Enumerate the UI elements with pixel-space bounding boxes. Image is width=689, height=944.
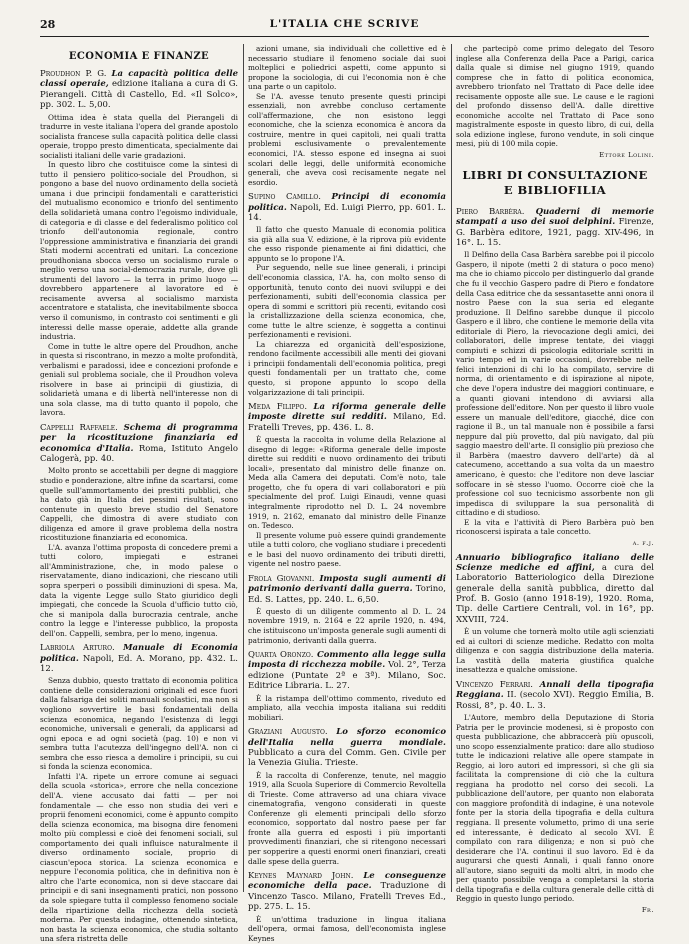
section-heading: ECONOMIA E FINANZE: [68, 51, 210, 62]
entry-imprint: Torino, Ed. S. Lattes, pp. 240. L. 6,50.: [248, 584, 446, 605]
entry-title: La riforma generale delle imposte dirette sui redditi.: [248, 402, 447, 423]
review-entry: [248, 44, 446, 187]
entry-citation: [456, 680, 654, 711]
review-entry: [456, 207, 654, 548]
entry-paragraph: Ottima idea è stata quella del Pierangeli di tradurre in veste italiana l'opera del grande apostolo socialista francese sulla capacità politica delle classi operaie, troppo presto dimenticata, specialmente dai socialisti italiani delle varie gradazioni.: [40, 112, 238, 160]
review-entry: [248, 402, 446, 569]
entry-imprint: Milano, Ed. Fratelli Treves, pp. 436. L. 8.: [248, 412, 446, 433]
entry-signature: Fr.: [641, 905, 654, 914]
entry-imprint: a cura del Laboratorio Batteriologico della Direzione generale della sanità pubblica, diretto dal Prof. B. Gosio (anno 1918-19), 1920. Roma, Tip. delle Cartiere Centrali, vol. in 16°, pp. XXVIII, 724.: [456, 563, 654, 625]
entry-citation: [40, 69, 238, 110]
entry-imprint: Napoli, Ed. Luigi Pierro, pp. 601. L. 14.: [248, 202, 447, 223]
entry-paragraph: È un volume che tornerà molto utile agli scienziati ed ai cultori di scienze mediche. Redatto con molta diligenza e con saggia distribuzione della materia. La vastità della materia giustifica qualche inesattezza e qualche omissione.: [456, 627, 654, 675]
middle-column: [248, 44, 447, 943]
section-heading: LIBRI DI CONSULTAZIONE E BIBLIOFILIA: [462, 167, 648, 198]
entry-author: Quarta Oronzo.: [248, 650, 314, 661]
column-divider: [243, 44, 244, 892]
review-entry: [248, 650, 446, 722]
entry-author: Vincenzo Ferrari.: [456, 679, 533, 690]
entry-paragraph: La chiarezza ed organicità dell'esposizione, rendono facilmente accessibili alle menti dei giovani i principii fondamentali dell'economia politica, pregi questi fondamentali per un trattato che, come questo, si propone appunto lo scopo della volgarizzazione di tali principii.: [248, 339, 446, 397]
page-number: 28: [40, 18, 56, 31]
review-entry: [248, 574, 446, 645]
entry-author: Keynes Maynard John.: [248, 871, 354, 882]
entry-citation: [456, 553, 654, 626]
entry-imprint: Traduzione di Vincenzo Tasco. Milano, Fratelli Treves Ed., pp. 275. L. 15.: [248, 881, 446, 913]
entry-citation: [456, 207, 654, 248]
entry-paragraph: In questo libro che costituisce come la sintesi di tutto il pensiero politico-sociale del Proudhon, si pongono a base del nuovo ordinamento della società umana i due principii fondamentali e caratteristici del mutualismo economico e trionfo del sentimento della solidarietà umana contro l'egoismo individuale, di categoria e di classe e del federalismo politico col trionfo dell'autonomia regionale, contro l'oppressione amministrativa e finanziaria dei grandi Stati moderni accentrati ed unitari. La concezione proudhoniana sbocca verso un socialismo rurale o meglio verso una social-democrazia rurale, dove gli strumenti del lavoro — la terra in primo luogo — dovrebbero appartenere al lavoratore ed è recisamente avversa al socialismo marxista accentratore e statalista, che inevitabilmente sbocca verso il comunismo, in contrasto coi sentimenti e gli interessi delle masse operaie, addette alla grande industria.: [40, 160, 238, 342]
running-title: L'ITALIA CHE SCRIVE: [269, 18, 420, 30]
entry-author: Frola Giovanni.: [248, 573, 315, 584]
entry-author: Proudhon P. G.: [40, 69, 107, 80]
entry-title: Principi di economia politica.: [248, 192, 446, 213]
entry-imprint: Roma, Istituto Angelo Calogerà, pp. 40.: [40, 443, 239, 465]
entry-paragraph: Il presente volume può essere quindi grandemente utile a tutti coloro, che vogliano studiare i precedenti e le basi del nuovo ordinamento dei tributi diretti, vigente nel nostro paese.: [248, 530, 446, 569]
review-signature: Ettore Lolini.: [599, 151, 654, 160]
entry-paragraph: Come in tutte le altre opere del Proudhon, anche in questa si riscontrano, in mezzo a molte profondità, verbalismi e paradossi, idee e concezioni profonde e geniali sul problema sociale, che il Proudhon voleva risolvere in base ai principii di giustizia, di solidarietà umana e di libertà nell'interesse non di una sola classe, ma di tutto quanto il popolo, che lavora.: [40, 341, 238, 418]
entry-paragraph: È la ristampa dell'ottimo commento, riveduto ed ampliato, alla vecchia imposta italiana sui redditi mobiliari.: [248, 693, 446, 722]
entry-citation: [248, 574, 446, 605]
entry-citation: [248, 192, 446, 223]
review-entry: [248, 192, 446, 397]
entry-paragraph: E la vita e l'attività di Piero Barbèra può ben riconoscersi ispirata a tale concetto.: [456, 517, 654, 537]
entry-paragraph: L'A. avanza l'ottima proposta di concedere premi a tutti coloro, impiegati e estranei all'Amministrazione, che, in modo palese o riservatamente, diano indicazioni, che riescano utili sopra sperperi o possibili diminuzioni di spesa. Ma, data la vigente Legge sullo Stato giuridico degli impiegati, che concede la Scuola d'ufficio tutto ciò, che si manipola dalla burocrazia centrale, anche contro la legge e l'interesse pubblico, la proposta dell'on. Cappelli, sembra, per lo meno, ingenua.: [40, 542, 238, 638]
entry-author: Meda Filippo.: [248, 402, 308, 413]
entry-imprint: Vol. 2°, Terza edizione (Puntate 2ª e 3ª). Milano, Soc. Editrice Libraria. L. 27.: [248, 660, 447, 692]
entry-title: Le conseguenze economiche della pace.: [248, 871, 447, 892]
running-header: [40, 18, 649, 32]
entry-citation: [248, 727, 446, 768]
entry-author: Supino Camillo.: [248, 192, 321, 203]
entry-paragraph: azioni umane, sia individuali che collettive ed è necessario studiare il fenomeno sociale dai suoi molteplici e poliedrici aspetti, come appunto si propone la sociologia, di cui l'economia non è che una parte o un capitolo.: [248, 44, 446, 92]
column-divider: [451, 44, 452, 892]
entry-imprint: II. (secolo XVI). Reggio Emilia, B. Rossi, 8°, p. 40. L. 3.: [456, 690, 655, 711]
entry-title: Annali della tipografia Reggiana.: [456, 679, 655, 701]
entry-paragraph: L'Autore, membro della Deputazione di Storia Patria per le provincie modenesi, si è proposto con questa pubblicazione, che abbraccerà più opuscoli, uno scopo essenzialmente pratico: dare allo studioso tutte le indicazioni relative alle opere stampate in Reggio, ai loro autori ed impressori, sì che gli sia facilitata la comprensione di ciò che la cultura reggiana ha prodotto nel corso dei secoli. La pubblicazione dell'autore, per quanto non elaborata con maggiore profondità di indagine, è una notevole fonte per la storia della tipografia e della cultura reggiana. Il presente volumetto, primo di una serie ed interessante, è dedicato al secolo XVI. È compilato con rara diligenza; e non si può che desiderare che l'A. continui il suo lavoro. Ed è da augurarsi che questi Annali, i quali fanno onore all'autore, siano seguiti da molti altri, in modo che per quanto possibile venga a completarsi la storia della tipografia e della cultura generale delle città di Reggio in questo lungo periodo.: [456, 713, 654, 904]
entry-title: Commento alla legge sulla imposta di ricchezza mobile.: [248, 650, 446, 671]
review-entry: [40, 69, 238, 418]
entry-imprint: Pubblicato a cura del Comm. Gen. Civile per la Venezia Giulia. Trieste.: [248, 747, 446, 769]
entry-paragraph: Il Delfino della Casa Barbèra sarebbe poi il piccolo Gaspero, il nipote (metti 2 di statura o poco meno) ma che io chiamo piccolo per distinguerlo dal grande che fu il vecchio Gaspero padre di Piero e fondatore della Casa editrice che da sessantasette anni onora il nostro Paese con la sua seria ed elegante produzione. Il Delfino sarebbe dunque il piccolo Gaspero e il libro, che contiene le memorie della vita editoriale di Piero, la rievocazione degli amici, dei collaboratori, delle imprese tentate, dei viaggi compiuti e schizzi di psicologia editoriale scritti in vario tempo ed in varie occasioni, dovrebbe nelle felici intenzioni di chi lo ha compilato, servire di norma, di orientamento e di ispirazione al nipote, che deve l'opera industre dei maggiori continuare, e a quanti giovani intendono di avviarsi alla professione dell'editore. Non per questo il libro vuole essere un manuale dell'editore, giacché, dice con ragione il B., un tal manuale non è possibile a farsi neppure dal più provetto, dal più navigato, dal più saggio maestro dell'arte. Il consiglio più prezioso che il Barbèra (maestro davvero dell'arte) dà al catecumeno, accettando a sua volta da un maestro americano, è questo: che l'editore non deve lasciar soffocare in sè stesso l'uomo. Occorre cioè che la professione col suo tecnicismo assorbente non gli impedisca di sviluppare la sua personalità di cittadino e di studioso.: [456, 250, 654, 518]
entry-citation: [248, 402, 446, 433]
entry-title: Quaderni di memorie stampati a uso dei suoi delphini.: [456, 206, 655, 228]
entry-author: Piero Barbèra.: [456, 206, 525, 217]
entry-paragraph: Pur seguendo, nelle sue linee generali, i principi dell'economia classica, l'A. ha, con molto senso di opportunità, tenuto conto dei nuovi sviluppi e dei perfezionamenti, subiti dell'economia classica per opera di sommi e scrittori più recenti, evitando così la cristallizzazione della scienza economica, che, come tutte le altre scienze, è soggetta a continui perfezionamenti e revisioni.: [248, 263, 446, 340]
entry-signature: a. f.j.: [632, 538, 654, 547]
entry-citation: [248, 650, 446, 691]
entry-title: Imposta sugli aumenti di patrimonio derivanti dalla guerra.: [248, 573, 446, 595]
review-entry: [456, 553, 654, 675]
entry-imprint: edizione italiana a cura di G. Pierangeli. Città di Castello, Ed. «Il Solco», pp. 302. L. 5,00.: [40, 79, 238, 111]
entry-paragraph: È questa la raccolta in volume della Relazione al disegno di legge: «Riforma generale delle imposte dirette sui redditi e nuovo ordinamento dei tributi locali», presentato dal ministro delle finanze on. Meda alla Camera dei deputati. Com'è noto, tale progetto, che fu opera di vari collaboratori e più specialmente del prof. Luigi Einaudi, venne quasi integralmente riprodotto nel D. L. 24 novembre 1919, n. 2162, emanato dal ministro delle Finanze on. Tedesco.: [248, 435, 446, 531]
entry-citation: [40, 423, 238, 464]
review-entry: [248, 727, 446, 866]
entry-paragraph: È un'ottima traduzione in lingua italiana dell'opera, ormai famosa, dell'economista inglese Keynes: [248, 914, 446, 943]
review-entry: [456, 680, 654, 915]
header-rule: [40, 36, 649, 37]
entry-title: La capacità politica delle classi operaie,: [40, 69, 238, 90]
review-entry: [248, 871, 446, 943]
entry-paragraph: Molto pronto se accettabili per degne di maggiore studio e ponderazione, altre infine da scartarsi, come quelle sull'ammortamento dei prestiti pubblici, che ha dato già in Italia dei pessimi risultati, sono contenute in questo breve studio del Senatore Cappelli, che dimostra di avere studiato con diligenza ed amore il grave problema della nostra ricostituzione finanziaria ed economica.: [40, 466, 238, 543]
entry-imprint: Firenze, G. Barbèra editore, 1921, pagg. XIV-496, in 16°. L. 15.: [456, 217, 654, 249]
review-entry: [40, 643, 238, 943]
entry-citation: [40, 643, 238, 674]
left-column: [40, 44, 239, 944]
entry-title: Manuale di Economia politica.: [40, 643, 238, 664]
entry-paragraph: Infatti l'A. ripete un errore comune ai seguaci della scuola «storica», errore che nella concezione dell'A. viene accusato dai fatti — per noi fondamentale — che esso non studia dei veri e proprii fenomeni economici, come è appunto compito della scienza economica, ma bisogna dire fenomeni molto più complessi e cioè dei fenomeni sociali, sul comportamento dei quali influisce naturalmente il diverso ordinamento sociale, proprio di ciascun'epoca storica. La scienza economica e neppure l'economia politica, che in definitiva non è altro che l'arte economica, non si deve staccare dai principii e di sani insegnamenti pratici, non possono da sole spiegare tutta il complesso fenomeno sociale della ripartizione della ricchezza della società moderna. Per questa indagine, ottenendo sintetica, non basta la scienza economica, che studia soltanto una sfera ristretta delle: [40, 771, 238, 944]
entry-author: Labriola Arturo.: [40, 643, 115, 654]
entry-author: Cappelli Raffaele.: [40, 423, 118, 434]
entry-author: Graziani Augusto.: [248, 727, 328, 738]
review-entry: [40, 423, 238, 638]
continued-paragraph: che partecipò come primo delegato del Tesoro inglese alla Conferenza della Pace a Parigi, carica dalla quale si dimise nel giugno 1919, quando comprese che in fatto di politica economica, avrebbero trionfato nel Trattato di Pace delle idee recisamente opposte alle sue. Le cause e le ragioni del profondo dissenso dell'A. dalle direttive economiche accolte nel Trattato di Pace sono magistralmente esposte in questo libro, di cui, della sola edizione inglese, furono vendute, in soli cinque mesi, più di 100 mila copie.: [456, 44, 654, 149]
entry-citation: [248, 871, 446, 912]
entry-paragraph: È la raccolta di Conferenze, tenute, nel maggio 1919, alla Scuola Superiore di Commercio Revoltella di Trieste. Come attraverso ad una chiara vivace cinematografia, vengono considerati in queste Conferenze gli elementi principali dello sforzo economico, sopportato dal nostro paese per far fronte alla guerra ed esposti i più importanti provvedimenti finanziari, che si ritengono necessari per sopperire a questi enormi oneri finanziari, creati dalle spese della guerra.: [248, 770, 446, 866]
entry-paragraph: Il fatto che questo Manuale di economia politica sia già alla sua V. edizione, è la riprova più evidente che esso risponde pienamente ai fini didattici, che appunto se lo propone l'A.: [248, 225, 446, 263]
entry-title: Schema di programma per la ricostituzione finanziaria ed economica d'Italia.: [40, 423, 238, 454]
right-column: [456, 44, 655, 914]
entry-title: Annuario bibliografico italiano delle Scienze mediche ed affini,: [456, 552, 654, 574]
entry-imprint: Napoli, Ed. A. Morano, pp. 432. L. 12.: [40, 653, 238, 675]
entry-paragraph: Se l'A. avesse tenuto presente questi principi essenziali, non avrebbe concluso certamente coll'affermazione, che non esistono leggi economiche, che la scienza economica è ancora da costruire, mentre in quei capitoli, nei quali tratta problemi esclusivamente o prevalentemente economici, l'A. stesso espone ed insegna ai suoi scolari delle leggi, delle uniformità economiche generali, che aveva così recisamente negate nel esordio.: [248, 91, 446, 187]
entry-paragraph: È questo di un diligente commento al D. L. 24 novembre 1919, n. 2164 e 22 aprile 1920, n. 494, che istituiscono un'imposta generale sugli aumenti di patrimonio, derivanti dalla guerra.: [248, 606, 446, 645]
entry-title: Lo sforzo economico dell'Italia nella guerra mondiale.: [248, 727, 446, 748]
entry-paragraph: Senza dubbio, questo trattato di economia politica contiene delle considerazioni originali ed esce fuori dalla falsariga dei soliti manuali scolastici, ma non si vogliono sovvertire le basi fondamentali della scienza economica, negando l'esistenza di leggi economiche, universali e generali, da applicarsi ad ogni epoca e ad ogni società (pag. 10) e non vi sembra tutta l'acutezza dell'ingegno dell'A. non ci sembra che esso riesca a demolire i principii, su cui si fonda la scienza economica.: [40, 676, 238, 772]
